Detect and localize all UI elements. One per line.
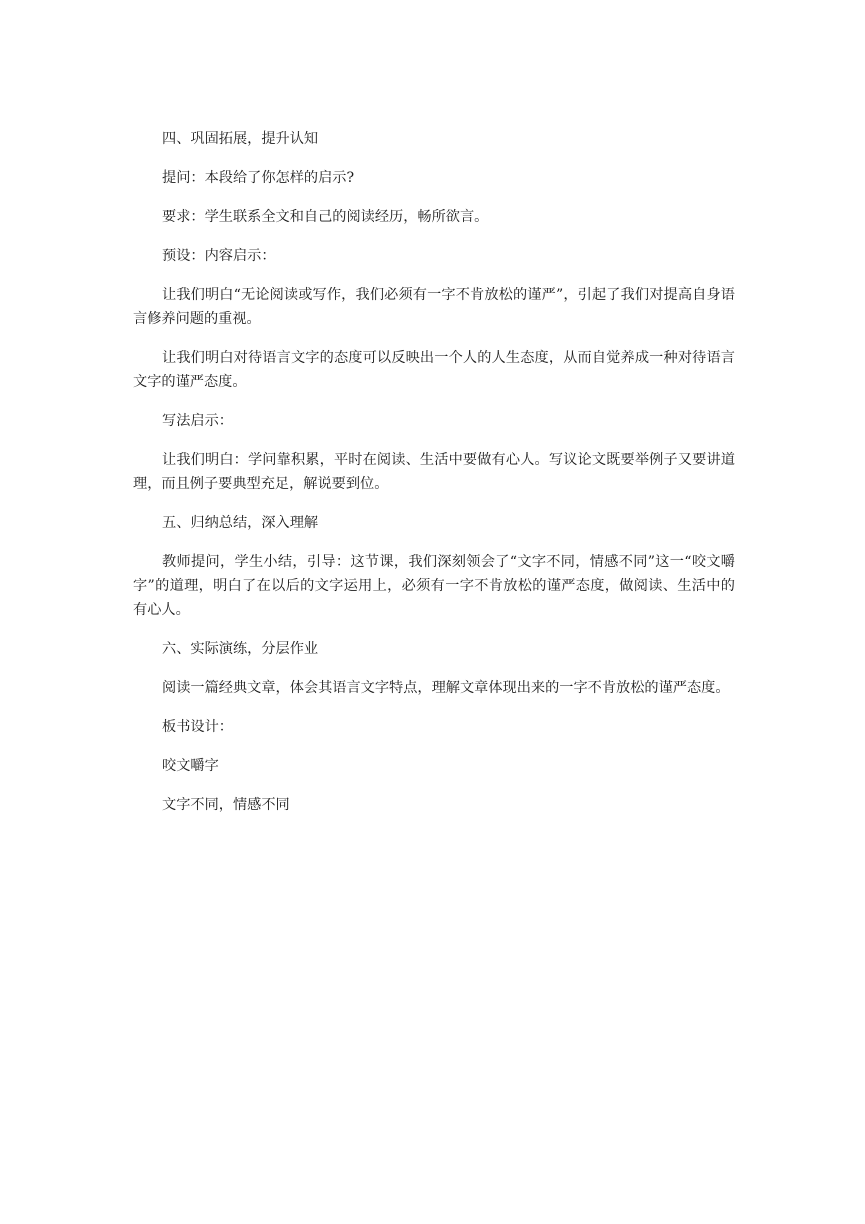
blackboard-subtitle: 文字不同，情感不同: [162, 797, 290, 813]
document-body: [133, 127, 735, 832]
content-insight-paragraph-2: 让我们明白对待语言文字的态度可以反映出一个人的人生态度，从而自觉养成一种对待语言文字的谨严态度。: [133, 350, 735, 390]
section-heading-4: 四、巩固拓展，提升认知: [162, 131, 319, 147]
writing-insight-label: 写法启示：: [162, 413, 233, 429]
blackboard-title: 咬文嚼字: [162, 758, 219, 774]
preset-content-label: 预设：内容启示：: [162, 248, 276, 264]
section-heading-5: 五、归纳总结，深入理解: [162, 515, 319, 531]
question-paragraph: 提问：本段给了你怎样的启示?: [162, 170, 355, 186]
writing-insight-paragraph: 让我们明白：学问靠积累，平时在阅读、生活中要做有心人。写议论文既要举例子又要讲道理，而且例子要典型充足，解说要到位。: [133, 452, 735, 492]
summary-paragraph: 教师提问，学生小结，引导：这节课，我们深刻领会了“文字不同，情感不同”这一“咬文嚼字”的道理，明白了在以后的文字运用上，必须有一字不肯放松的谨严态度，做阅读、生活中的有心人。: [133, 554, 735, 618]
content-insight-paragraph-1: 让我们明白“无论阅读或写作，我们必须有一字不肯放松的谨严”，引起了我们对提高自身语言修养问题的重视。: [133, 287, 735, 327]
requirement-paragraph: 要求：学生联系全文和自己的阅读经历，畅所欲言。: [162, 209, 489, 225]
blackboard-design-label: 板书设计：: [162, 719, 233, 735]
section-heading-6: 六、实际演练，分层作业: [162, 641, 319, 657]
homework-paragraph: 阅读一篇经典文章，体会其语言文字特点，理解文章体现出来的一字不肯放松的谨严态度。: [162, 680, 730, 696]
